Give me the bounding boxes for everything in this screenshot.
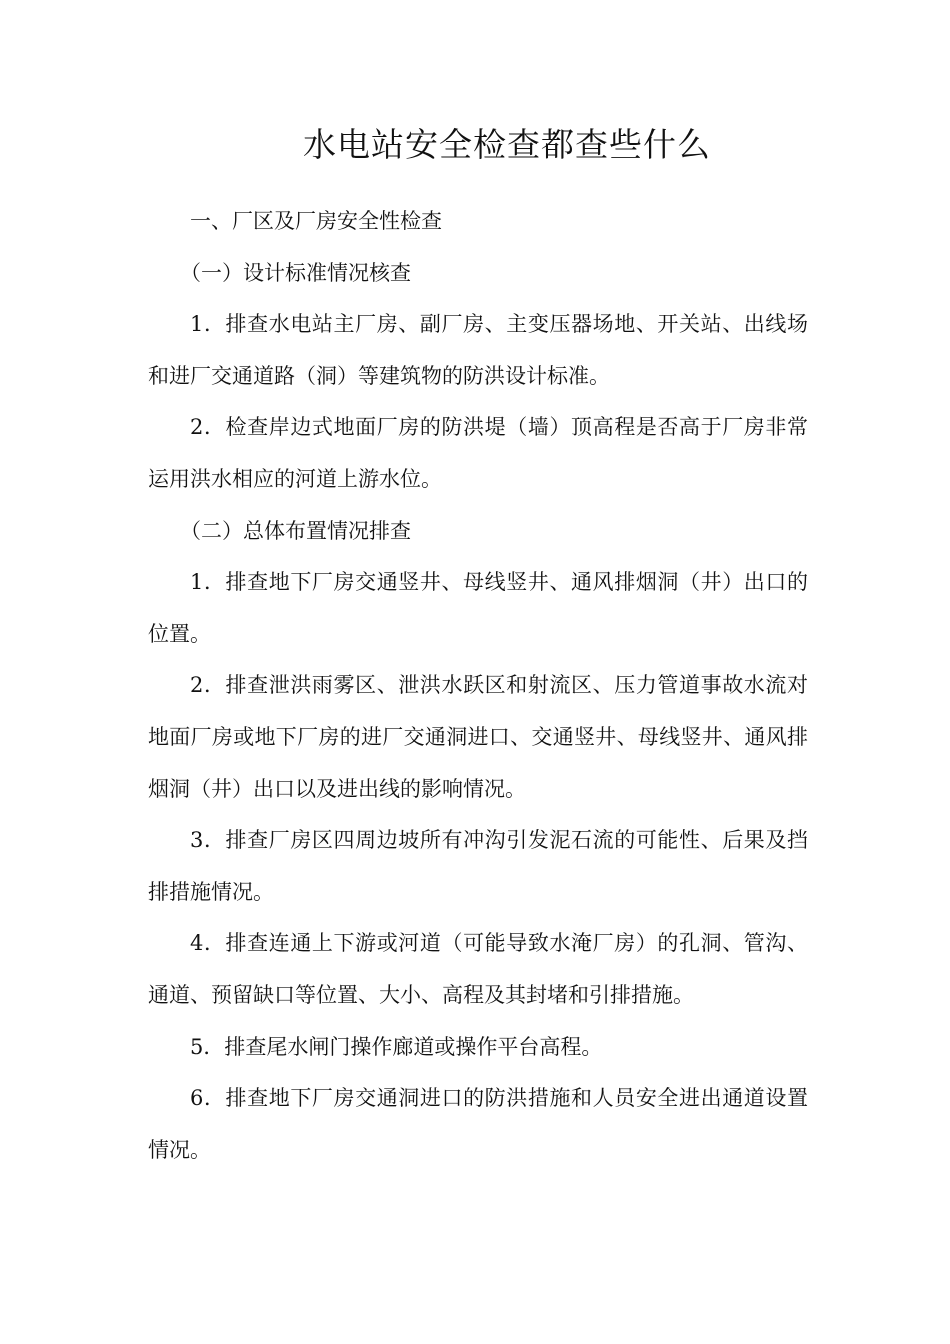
paragraph: 3．排查厂房区四周边坡所有冲沟引发泥石流的可能性、后果及挡排措施情况。: [148, 828, 808, 904]
subsection-heading: （二）总体布置情况排查: [180, 518, 411, 543]
subsection-heading: （一）设计标准情况核查: [180, 260, 411, 285]
paragraph: 2．检查岸边式地面厂房的防洪堤（墙）顶高程是否高于厂房非常运用洪水相应的河道上游水位。: [148, 415, 808, 491]
paragraph: 1．排查水电站主厂房、副厂房、主变压器场地、开关站、出线场和进厂交通道路（洞）等建筑物的防洪设计标准。: [148, 312, 808, 388]
document-title: 水电站安全检查都查些什么: [303, 125, 711, 164]
paragraph: 6．排查地下厂房交通洞进口的防洪措施和人员安全进出通道设置情况。: [148, 1086, 808, 1162]
document-body: [148, 196, 808, 1176]
section-heading: 一、厂区及厂房安全性检查: [190, 209, 442, 233]
paragraph: 1．排查地下厂房交通竖井、母线竖井、通风排烟洞（井）出口的位置。: [148, 570, 808, 646]
paragraph: 2．排查泄洪雨雾区、泄洪水跃区和射流区、压力管道事故水流对地面厂房或地下厂房的进厂交通洞进口、交通竖井、母线竖井、通风排烟洞（井）出口以及进出线的影响情况。: [148, 673, 808, 801]
paragraph: 4．排查连通上下游或河道（可能导致水淹厂房）的孔洞、管沟、通道、预留缺口等位置、大小、高程及其封堵和引排措施。: [148, 931, 808, 1007]
paragraph: 5．排查尾水闸门操作廊道或操作平台高程。: [190, 1034, 603, 1059]
